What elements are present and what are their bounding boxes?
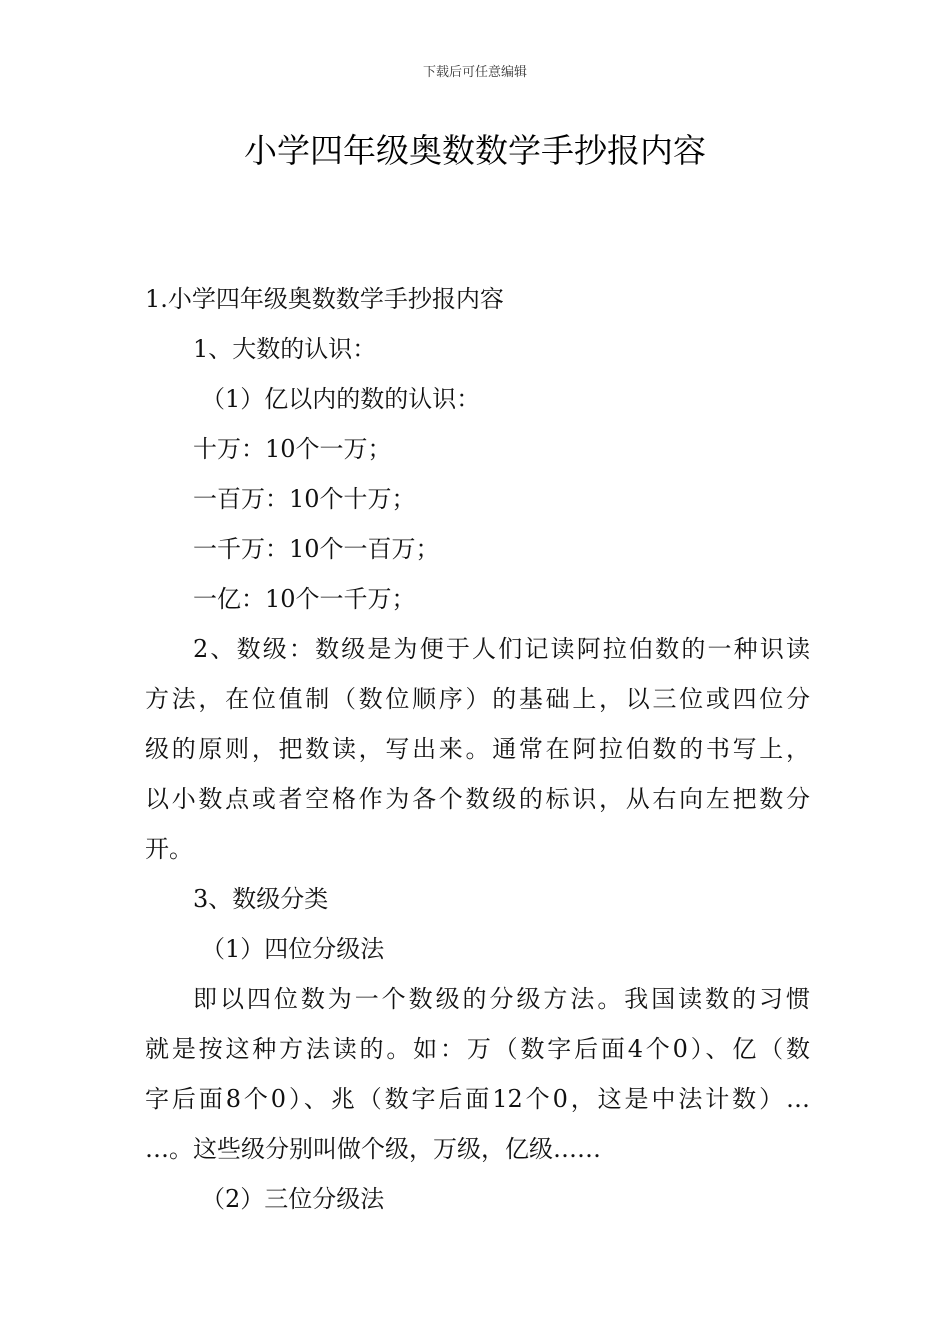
paragraph-line: 即以四位数为一个数级的分级方法。我国读数的习惯 [193,985,810,1013]
paragraph-line: …。这些级分别叫做个级，万级，亿级…… [145,1135,601,1163]
definition-line: 十万：10个一万； [193,435,392,463]
paragraph-line: 级的原则，把数读，写出来。通常在阿拉伯数的书写上， [145,735,810,763]
paragraph-line: 2、数级：数级是为便于人们记读阿拉伯数的一种识读 [193,635,810,663]
section-heading: 1.小学四年级奥数数学手抄报内容 [145,285,504,313]
page-header-note: 下载后可任意编辑 [422,65,527,80]
item-heading-three-digit-grouping: （2）三位分级法 [201,1185,385,1213]
definition-line: 一百万：10个十万； [193,485,416,513]
subsection-heading-number-classes: 3、数级分类 [193,885,329,913]
definition-line: 一千万：10个一百万； [193,535,440,563]
document-title: 小学四年级奥数数学手抄报内容 [244,131,706,170]
subsection-heading-large-numbers: 1、大数的认识： [193,335,377,363]
item-heading-four-digit-grouping: （1）四位分级法 [201,935,385,963]
item-heading-within-hundred-million: （1）亿以内的数的认识： [201,385,481,413]
paragraph-line: 方法，在位值制（数位顺序）的基础上，以三位或四位分 [145,685,810,713]
paragraph-line: 开。 [145,835,193,863]
definition-line: 一亿：10个一千万； [193,585,416,613]
document-body [145,274,810,1224]
paragraph-line: 就是按这种方法读的。如：万（数字后面4个0）、亿（数 [145,1035,810,1063]
paragraph-line: 以小数点或者空格作为各个数级的标识，从右向左把数分 [145,785,810,813]
paragraph-line: 字后面8个0）、兆（数字后面12个0，这是中法计数）… [145,1085,810,1113]
